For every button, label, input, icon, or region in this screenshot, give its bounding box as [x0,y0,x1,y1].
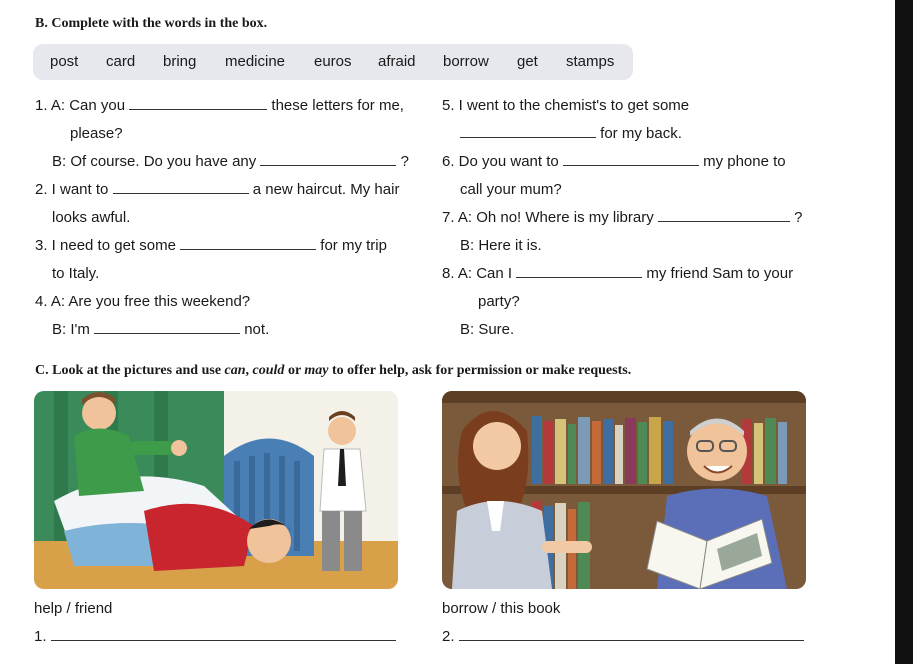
exercise-8-line-3 [460,321,514,338]
exercise-2-line-1 [35,181,399,198]
exercise-text: B: Of course. Do you have any [52,153,257,170]
word-box-item: euros [314,53,352,70]
answer-blank[interactable] [460,125,596,138]
exercise-text: B: Here it is. [460,237,542,254]
word-box-item: card [106,53,136,70]
exercise-1-line-3 [52,153,409,170]
answer-blank[interactable] [516,265,642,278]
exercise-text: to Italy. [52,265,100,282]
exercise-3-line-1 [35,237,387,254]
exercise-5-line-1 [442,97,689,114]
answer-blank[interactable] [94,321,240,334]
heading-keyword: can [224,363,246,378]
exercise-text: please? [70,125,123,142]
exercise-text: B: I'm [52,321,90,338]
picture-help-friend [34,391,398,589]
answer-line-1 [34,628,396,645]
exercise-7-line-1 [442,209,802,226]
heading-keyword: could [252,363,285,378]
heading-keyword: may [304,363,329,378]
exercise-text: 8. A: Can I [442,265,513,282]
exercise-4-line-2 [52,321,269,338]
exercise-4-line-1 [35,293,250,310]
word-box-item: afraid [378,53,416,70]
word-box-item: bring [163,53,197,70]
exercise-text: B: Sure. [460,321,515,338]
exercise-text: a new haircut. My hair [252,181,400,198]
heading-text: C. Look at the pictures and use [35,363,225,378]
answer-blank[interactable] [113,181,249,194]
heading-text: or [284,363,305,378]
answer-line-2 [442,628,804,645]
heading-text: , [245,363,253,378]
exercise-1-line-2 [70,125,123,142]
word-box-item: borrow [443,53,489,70]
exercise-8-line-1 [442,265,793,282]
answer-number: 2. [442,628,455,645]
picture-borrow-book [442,391,806,589]
exercise-text: party? [478,293,520,310]
right-edge-bar [895,0,913,664]
exercise-text: 7. A: Oh no! Where is my library [442,209,654,226]
exercise-text: looks awful. [52,209,131,226]
answer-blank[interactable] [563,153,699,166]
exercise-5-line-2 [460,125,682,142]
exercise-text: ? [794,209,803,226]
answer-number: 1. [34,628,47,645]
exercise-text: 4. A: Are you free this weekend? [35,293,251,310]
answer-blank[interactable] [51,628,396,641]
word-box-item: medicine [225,53,286,70]
word-box-item: get [517,53,538,70]
exercise-3-line-2 [52,265,99,282]
picture-1-caption: help / friend [34,600,113,617]
exercise-text: not. [244,321,270,338]
exercise-text: for my trip [320,237,387,254]
exercise-6-line-2 [460,181,562,198]
exercise-text: call your mum? [460,181,562,198]
picture-2-caption: borrow / this book [442,600,561,617]
exercise-text: these letters for me, [271,97,404,114]
exercise-7-line-2 [460,237,542,254]
word-box-item: post [50,53,79,70]
exercise-text: 3. I need to get some [35,237,176,254]
exercise-text: ? [400,153,409,170]
word-box-item: stamps [566,53,615,70]
answer-blank[interactable] [658,209,790,222]
exercise-6-line-1 [442,153,786,170]
exercise-text: my friend Sam to your [646,265,794,282]
exercise-text: my phone to [703,153,786,170]
answer-blank[interactable] [459,628,804,641]
exercise-text: 6. Do you want to [442,153,559,170]
exercise-text: 5. I went to the chemist's to get some [442,97,690,114]
section-c-heading [35,363,631,379]
answer-blank[interactable] [129,97,267,110]
answer-blank[interactable] [260,153,396,166]
exercise-1-line-1 [35,97,404,114]
exercise-text: 1. A: Can you [35,97,126,114]
sick-man-bedroom-illustration [34,391,398,589]
exercise-2-line-2 [52,209,130,226]
exercise-text: for my back. [600,125,682,142]
exercise-text: 2. I want to [35,181,109,198]
exercise-8-line-2 [478,293,520,310]
section-b-heading: B. Complete with the words in the box. [35,16,268,31]
library-book-illustration [442,391,806,589]
heading-text: to offer help, ask for permission or make requests. [328,363,632,378]
answer-blank[interactable] [180,237,316,250]
